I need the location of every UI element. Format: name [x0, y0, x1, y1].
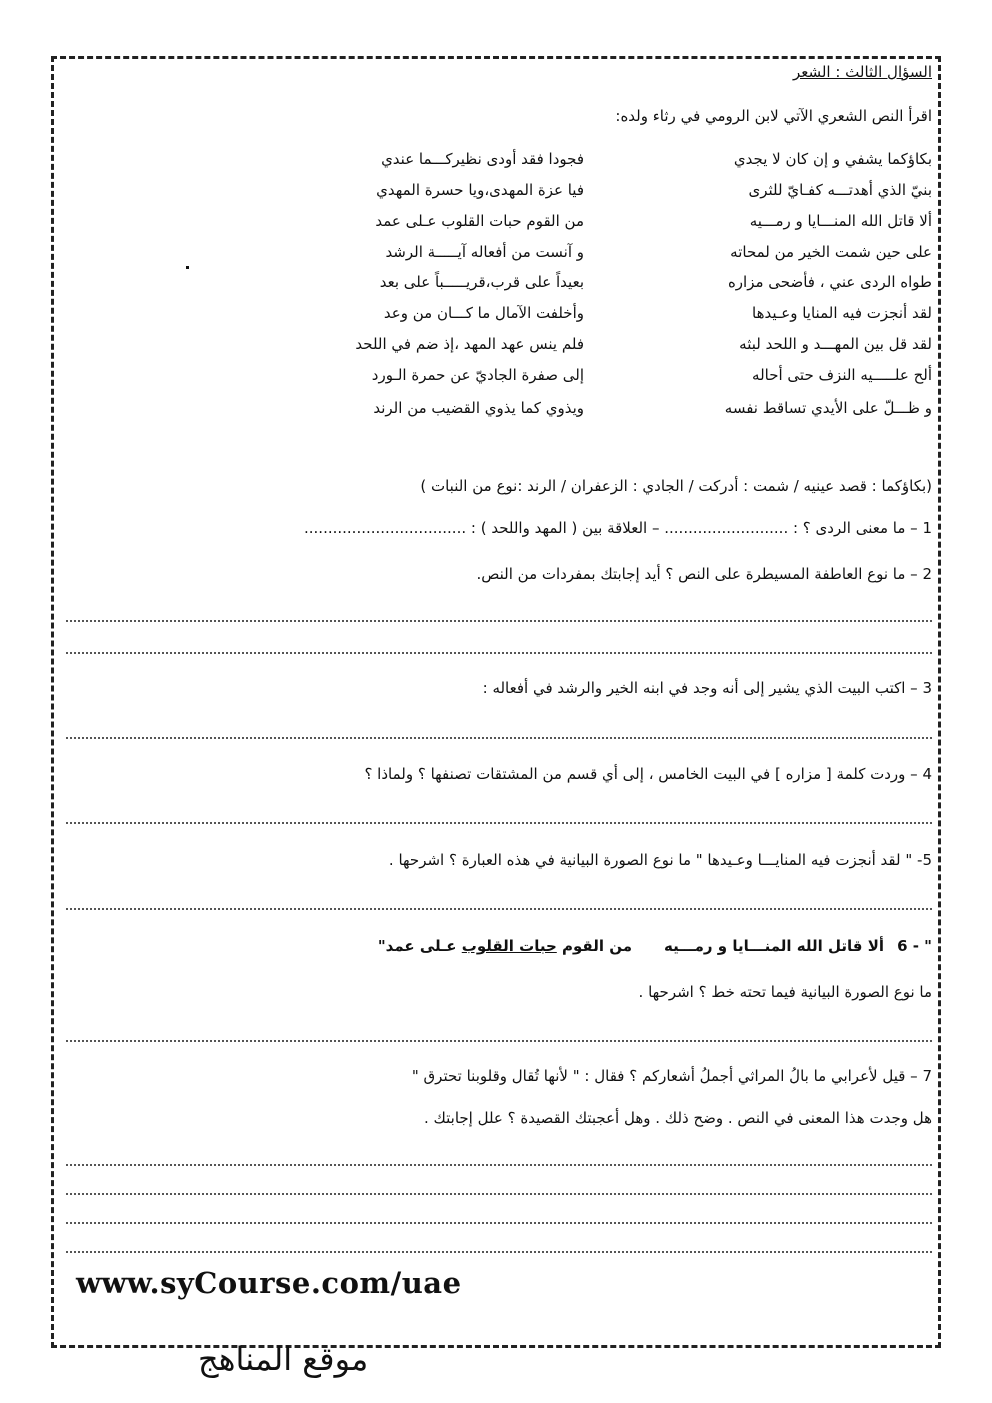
question-3: 3 – اكتب البيت الذي يشير إلى أنه وجد في ابنه الخير والرشد في أفعاله :	[482, 679, 932, 697]
verse-7-second: فلم ينس عهد المهد ،إذ ضم في اللحد	[355, 335, 584, 353]
verse-2-first: بنيّ الذي أهدتـــه كفـايّ للثرى	[748, 181, 932, 199]
underlined-phrase: حبات القلوب	[461, 937, 557, 955]
intro-text: اقرأ النص الشعري الآتي لابن الرومي في رثاء ولده:	[615, 107, 932, 125]
verse-2-second: فيا عزة المهدى،ويا حسرة المهدي	[376, 181, 584, 199]
question-6-verse-second: من القوم حبات القلوب عـلى عمد"	[377, 937, 632, 955]
site-name: موقع المناهج	[198, 1340, 369, 1378]
question-1: 1 – ما معنى الردى ؟ : .......................... – العلاقة بين ( المهد واللحد ) : ..................................	[304, 519, 932, 537]
answer-line	[66, 822, 932, 824]
verse-5-second: بعيداً على قرب،قريـــــباً على بعد	[379, 273, 584, 291]
verse-9-first: و ظـــلّ على الأيدي تساقط نفسه	[724, 399, 932, 417]
question-6-verse-first: ألا قاتل الله المنـــايا و رمـــيه	[664, 937, 884, 955]
answer-line	[66, 1251, 932, 1253]
answer-line	[66, 1222, 932, 1224]
verse-1-first: بكاؤكما يشفي و إن كان لا يجدي	[733, 150, 932, 168]
answer-line	[66, 737, 932, 739]
verse-8-second: إلى صفرة الجاديّ عن حمرة الـورد	[371, 366, 584, 384]
section-title: السؤال الثالث : الشعر	[792, 63, 932, 81]
question-7-sub: هل وجدت هذا المعنى في النص . وضح ذلك . وهل أعجبتك القصيدة ؟ علل إجابتك .	[423, 1109, 932, 1127]
verse-6-first: لقد أنجزت فيه المنايا وعـيدها	[752, 304, 932, 322]
verse-4-second: و آنست من أفعاله آيـــــة الرشد	[385, 243, 584, 261]
answer-line	[66, 1193, 932, 1195]
question-5: 5- " لقد أنجزت فيه المنايـــا وعـيدها " ما نوع الصورة البيانية في هذه العبارة ؟ اشرحها .	[388, 851, 932, 869]
question-6-number: 6 - "	[897, 937, 932, 955]
verse-6-second: وأخلفت الآمال ما كـــان من وعد	[383, 304, 584, 322]
answer-line	[66, 620, 932, 622]
answer-line	[66, 1164, 932, 1166]
glossary: (بكاؤكما : قصد عينيه / شمت : أدركت / الجادي : الزعفران / الرند :نوع من النبات )	[420, 477, 932, 495]
question-2: 2 – ما نوع العاطفة المسيطرة على النص ؟ أيد إجابتك بمفردات من النص.	[476, 565, 932, 583]
verse-1-second: فجودا فقد أودى نظيركـــما عندي	[381, 150, 584, 168]
question-7: 7 – قيل لأعرابي ما بالُ المراثي أجملُ أشعاركم ؟ فقال : " لأنها تُقال وقلوبنا تحترق "	[411, 1067, 932, 1085]
question-6-sub: ما نوع الصورة البيانية فيما تحته خط ؟ اشرحها .	[638, 983, 932, 1001]
answer-line	[66, 908, 932, 910]
stray-mark	[186, 266, 189, 269]
answer-line	[66, 1040, 932, 1042]
website-url[interactable]: www.syCourse.com/uae	[76, 1266, 462, 1300]
verse-3-second: من القوم حبات القلوب عـلى عمد	[375, 212, 584, 230]
question-4: 4 – وردت كلمة [ مزاره ] في البيت الخامس ، إلى أي قسم من المشتقات تصنفها ؟ ولماذا ؟	[364, 765, 932, 783]
verse-5-first: طواه الردى عني ، فأضحى مزاره	[727, 273, 932, 291]
verse-7-first: لقد قل بين المهـــد و اللحد لبثه	[739, 335, 932, 353]
verse-8-first: ألح علـــــيه النزف حتى أحاله	[752, 366, 932, 384]
answer-line	[66, 652, 932, 654]
verse-9-second: ويذوي كما يذوي القضيب من الرند	[373, 399, 584, 417]
verse-4-first: على حين شمت الخير من لمحاته	[730, 243, 932, 261]
verse-3-first: ألا قاتل الله المنـــايا و رمـــيه	[749, 212, 932, 230]
